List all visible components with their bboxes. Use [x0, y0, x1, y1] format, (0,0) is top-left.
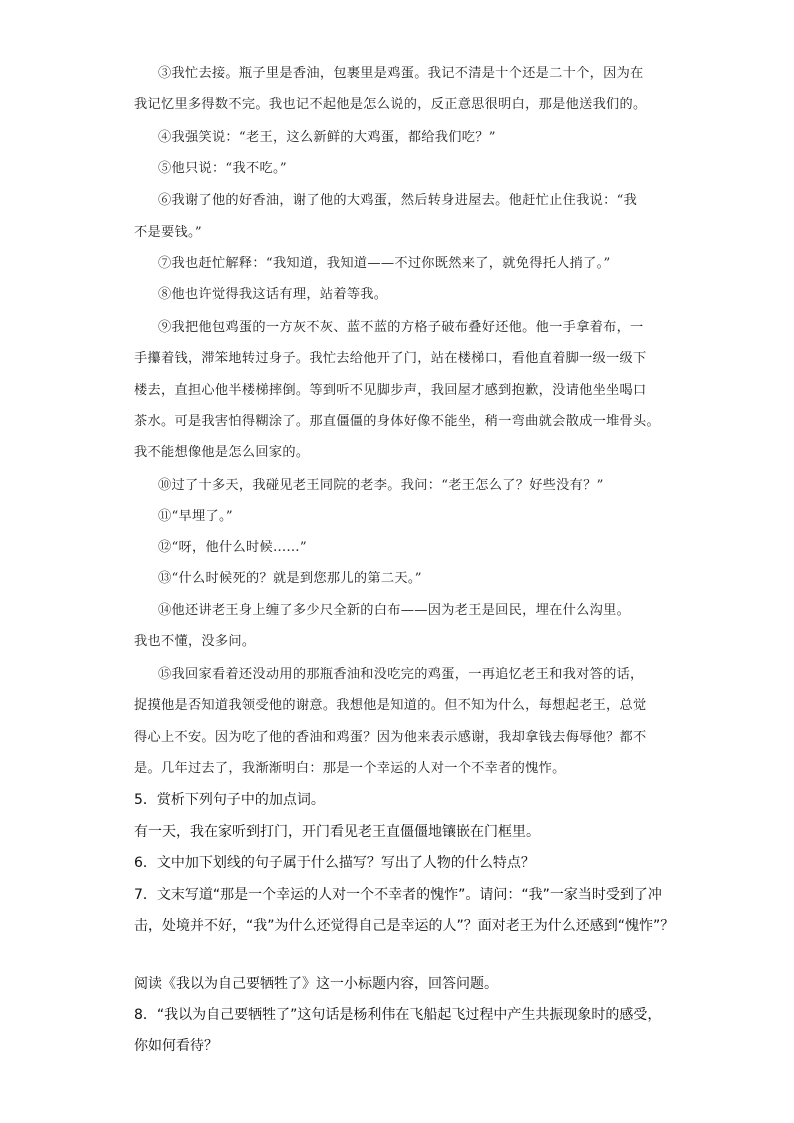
paragraph-6-line-2: 不是要钱。”	[134, 225, 202, 240]
paragraph-6-line-1: ⑥我谢了他的好香油，谢了他的大鸡蛋，然后转身进屋去。他赶忙止住我说：“我	[158, 193, 638, 208]
paragraph-10: ⑩过了十多天，我碰见老王同院的老李。我问：“老王怎么了？好些没有？”	[158, 478, 604, 493]
question-8-line-1: 8．“我以为自己要牺牲了”这句话是杨利伟在飞船起飞过程中产生共振现象时的感受，	[134, 1007, 662, 1023]
paragraph-9-line-3: 楼去，直担心他半楼梯摔倒。等到听不见脚步声，我回屋才感到抱歉，没请他坐坐喝口	[134, 383, 647, 398]
question-5-sentence: 有一天，我在家听到打门，开门看见老王直僵僵地镶嵌在门框里。	[134, 824, 540, 840]
paragraph-9-line-2: 手攥着钱，滞笨地转过身子。我忙去给他开了门，站在楼梯口，看他直着脚一级一级下	[134, 351, 647, 366]
question-5: 5．赏析下列句子中的加点词。	[134, 792, 325, 808]
paragraph-13: ⑬“什么时候死的？就是到您那儿的第二天。”	[158, 571, 422, 586]
paragraph-4: ④我强笑说：“老王，这么新鲜的大鸡蛋，都给我们吃？”	[158, 130, 496, 145]
paragraph-15-line-3: 得心上不安。因为吃了他的香油和鸡蛋？因为他来表示感谢，我却拿钱去侮辱他？都不	[134, 730, 647, 745]
paragraph-9-line-5: 我不能想像他是怎么回家的。	[134, 445, 310, 460]
paragraph-8: ⑧他也许觉得我这话有理，站着等我。	[158, 287, 388, 302]
paragraph-5: ⑤他只说：“我不吃。”	[158, 161, 287, 176]
paragraph-12: ⑫“呀，他什么时候……”	[158, 540, 307, 555]
question-7-line-1: 7．文末写道“那是一个幸运的人对一个不幸者的愧怍”。请问：“我”一家当时受到了冲	[134, 887, 662, 903]
paragraph-15-line-4: 是。几年过去了，我渐渐明白：那是一个幸运的人对一个不幸者的愧怍。	[134, 761, 566, 776]
paragraph-15-line-2: 捉摸他是否知道我领受他的谢意。我想他是知道的。但不知为什么，每想起老王，总觉	[134, 698, 647, 713]
paragraph-9-line-1: ⑨我把他包鸡蛋的一方灰不灰、蓝不蓝的方格子破布叠好还他。他一手拿着布，一	[158, 320, 644, 335]
question-7-line-2: 击，处境并不好，“我”为什么还觉得自己是幸运的人”？面对老王为什么还感到“愧怍”？	[134, 918, 675, 934]
section-intro: 阅读《我以为自己要牺牲了》这一小标题内容，回答问题。	[134, 976, 498, 992]
paragraph-3-line-2: 我记忆里多得数不完。我也记不起他是怎么说的，反正意思很明白，那是他送我们的。	[134, 97, 647, 112]
paragraph-3-line-1: ③我忙去接。瓶子里是香油，包裹里是鸡蛋。我记不清是十个还是二十个，因为在	[158, 66, 644, 81]
paragraph-14-line-2: 我也不懂，没多问。	[134, 634, 256, 649]
paragraph-14-line-1: ⑭他还讲老王身上缠了多少尺全新的白布——因为老王是回民，埋在什么沟里。	[158, 603, 631, 618]
paragraph-11: ⑪“早埋了。”	[158, 509, 233, 524]
question-6: 6．文中加下划线的句子属于什么描写？写出了人物的什么特点？	[134, 855, 535, 871]
paragraph-7: ⑦我也赶忙解释：“我知道，我知道——不过你既然来了，就免得托人捎了。”	[158, 256, 611, 271]
paragraph-15-line-1: ⑮我回家看着还没动用的那瓶香油和没吃完的鸡蛋，一再追忆老王和我对答的话，	[158, 667, 644, 682]
paragraph-9-line-4: 茶水。可是我害怕得糊涂了。那直僵僵的身体好像不能坐，稍一弯曲就会散成一堆骨头。	[134, 414, 661, 429]
question-8-line-2: 你如何看待？	[134, 1038, 218, 1054]
